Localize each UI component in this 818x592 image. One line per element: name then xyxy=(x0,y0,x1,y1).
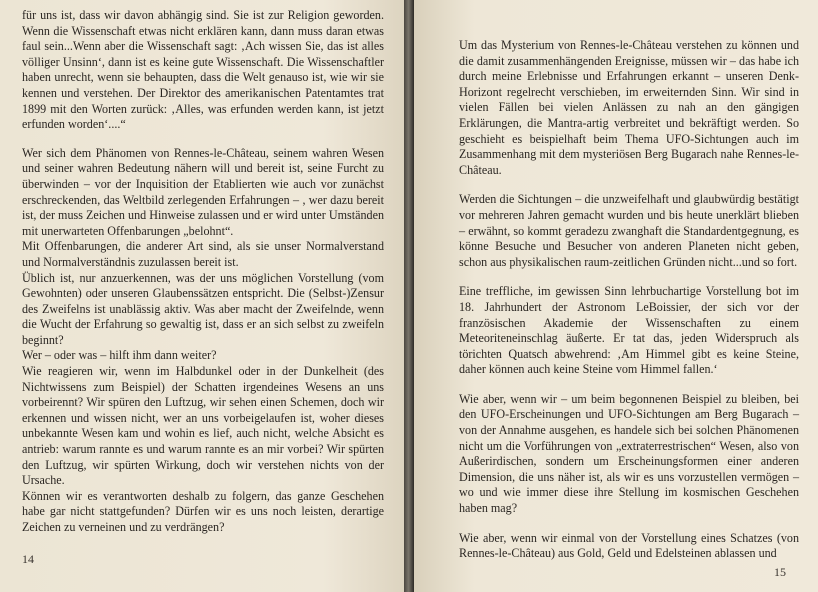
left-page xyxy=(0,0,404,592)
left-page-text xyxy=(22,8,384,536)
paragraph: Können wir es verantworten deshalb zu folgern, das ganze Geschehen habe gar nicht stattgefunden? Dürfen wir es uns noch leisten, derartige Zeichen zu verneinen und zu verdrängen? xyxy=(22,488,384,534)
paragraph: Wie reagieren wir, wenn im Halbdunkel oder in der Dunkelheit (des Nichtwissens zum Beispiel) der Schatten irgendeines Wesens an uns vorbeirennt? Wir spüren den Luftzug, wir sehen einen Schemen, doch wir erkennen und wissen nicht, wer an uns vorbeigelaufen ist, woher dieses unbekannte Wesen kam und wohin es lief, auch nicht, welche Absicht es antrieb: warum rannte es und warum rannte es an mir vorbei? Wir spürten den Luftzug, wir spürten Wirkung, doch wir verstehen nichts von der Ursache. xyxy=(22,364,384,488)
paragraph: Um das Mysterium von Rennes-le-Château verstehen zu können und die damit zusammenhängenden Ereignisse, müssen wir – das habe ich durch meine Erlebnisse und Erfahrungen erkannt – unseren Denk-Horizont regelrecht verschieben, im erweiternden Sinn. Wir sind in vielen Fällen bei vielen Anlässen zu nah an den gängigen Erklärungen, die Mantra-artig verbreitet und bekräftigt werden. So geschieht es beispielhaft beim Thema UFO-Sichtungen auch im Zusammenhang mit dem mysteriösen Berg Bugarach nahe Rennes-le-Château. xyxy=(459,38,799,177)
page-number: 14 xyxy=(22,552,34,566)
page-number: 15 xyxy=(774,565,786,579)
paragraph: Wie aber, wenn wir einmal von der Vorstellung eines Schatzes (von Rennes-le-Château) aus Gold, Geld und Edelsteinen ablassen und xyxy=(459,530,799,561)
paragraph: für uns ist, dass wir davon abhängig sind. Sie ist zur Religion geworden. Wenn die Wissenschaft etwas nicht erklären kann, dann muss daran etwas faul sein...Wenn aber die Wissenschaft sagt: ‚Ach wissen Sie, das ist alles völliger Unsinn‘, dann ist es keine gute Wissenschaft. Die Wissenschaftler haben unrecht, wenn sie behaupten, dass die Welt genauso ist, wie wir sie kennen und verstehen. Der Direktor des amerikanischen Patentamtes trat 1899 mit den Worten zurück: ‚Alles, was erfunden werden kann, ist jetzt erfunden worden‘....“ xyxy=(22,8,384,132)
right-page xyxy=(414,0,818,592)
paragraph: Üblich ist, nur anzuerkennen, was der uns möglichen Vorstellung (vom Gewohnten) oder unseren Glaubenssätzen entspricht. Die (Selbst-)Zensur des Zweifelns ist unablässig aktiv. Was aber macht der Zweifelnde, wenn die Wucht der Erfahrung so gewaltig ist, dass er an sich selbst zu zweifeln beginnt? xyxy=(22,270,384,347)
paragraph: Wer sich dem Phänomen von Rennes-le-Château, seinem wahren Wesen und seiner wahren Bedeutung nähern will und bereit ist, seine Furcht zu überwinden – vor der Inquisition der Etablierten wie auch vor zunächst erschreckenden, das Weltbild zerlegenden Erfahrungen – , wer dazu bereit ist, der muss Zeichen und Hinweise zulassen und er wird unter Umständen mit unerwarteten Offenbarungen „belohnt“. xyxy=(22,145,384,238)
paragraph: Wer – oder was – hilft ihm dann weiter? xyxy=(22,348,217,363)
paragraph: Mit Offenbarungen, die anderer Art sind, als sie unser Normalverstand und Normalverständnis zuzulassen bereit ist. xyxy=(22,239,384,269)
paragraph: Wie aber, wenn wir – um beim begonnenen Beispiel zu bleiben, bei den UFO-Erscheinungen und UFO-Sichtungen am Berg Bugarach – von der Annahme ausgehen, es handele sich bei solchen Phänomenen nicht um die Vorführungen von „extraterrestrischen“ Wesen, also von Außerirdischen, sondern um Erscheinungsformen einer anderen Dimension, die uns näher ist, als wir es uns vorzustellen vermögen – wo und wie immer diese ihre Stellung im kosmischen Geschehen haben mag? xyxy=(459,391,799,516)
book-gutter xyxy=(404,0,414,592)
paragraph: Werden die Sichtungen – die unzweifelhaft und glaubwürdig bestätigt vor mehreren Jahren gemacht wurden und bis heute unerklärt blieben – erwähnt, so kommt geradezu zwanghaft die Standardentgegnung, es könne Besuche und Besucher von anderen Planeten nicht geben, schon aus physikalischen raum-zeitlichen Gründen nicht...und so fort. xyxy=(459,192,799,269)
right-page-text xyxy=(459,38,799,562)
paragraph: Eine treffliche, im gewissen Sinn lehrbuchartige Vorstellung bot im 18. Jahrhundert der Astronom LeBoissier, der sich vor der französischen Akademie der Wissenschaften zu einem Meteoriteneinschlag äußerte. Er tat das, jeden Widerspruch als törichten Quatsch abwehrend: ‚Am Himmel gibt es keine Steine, daher können auch keine Steine vom Himmel fallen.‘ xyxy=(459,284,799,377)
